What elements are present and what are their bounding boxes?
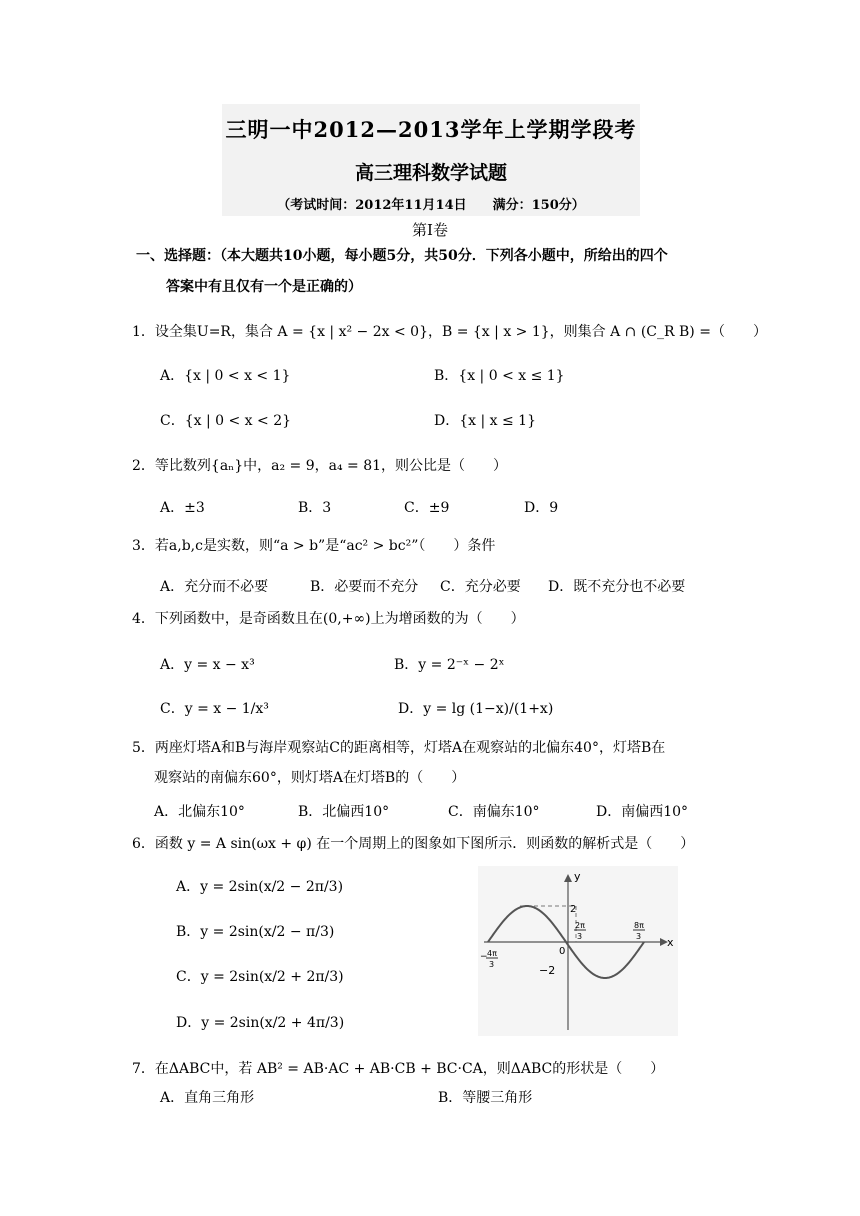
exam-info: （考试时间：2012年11月14日 满分：150分） — [277, 198, 585, 213]
q1-option-b: B．{x | 0 < x ≤ 1} — [434, 368, 565, 384]
q3-option-b: B．必要而不充分 — [310, 579, 419, 595]
q4-option-a: A．y = x − x³ — [160, 657, 255, 673]
y-max-label: 2 — [570, 904, 577, 915]
q5-option-c: C．南偏东10° — [448, 804, 540, 820]
q2-option-d: D．9 — [524, 500, 559, 516]
section-heading: 一、选择题：（本大题共10小题，每小题5分，共50分．下列各小题中，所给出的四个 — [136, 248, 668, 264]
x-left-num: 4π — [487, 949, 497, 958]
section-heading-cont: 答案中有且仅有一个是正确的） — [166, 279, 362, 295]
q4-option-c: C．y = x − 1/x³ — [160, 701, 269, 717]
q2-option-a: A．±3 — [160, 500, 205, 516]
q5-option-a: A．北偏东10° — [154, 804, 245, 820]
x-mid-num: 2π — [575, 921, 585, 930]
q3-option-a: A．充分而不必要 — [160, 579, 269, 595]
question-5-stem-cont: 观察站的南偏东60°，则灯塔A在灯塔B的（ ） — [154, 770, 466, 786]
x-axis-label: x — [667, 936, 674, 949]
question-2-stem: 2．等比数列{aₙ}中，a₂ = 9，a₄ = 81，则公比是（ ） — [132, 458, 508, 474]
q7-option-b: B．等腰三角形 — [438, 1090, 533, 1106]
sine-graph — [478, 866, 678, 1036]
y-axis-label: y — [574, 870, 581, 883]
question-7-stem: 7．在ΔABC中，若 AB² = AB·AC + AB·CB + BC·CA，则ΔABC的形状是（ ） — [132, 1061, 665, 1077]
y-min-label: −2 — [539, 964, 556, 977]
x-mid-den: 3 — [577, 932, 583, 941]
q1-option-d: D．{x | x ≤ 1} — [434, 413, 536, 429]
q6-option-a: A．y = 2sin(x/2 − 2π/3) — [176, 879, 344, 895]
q2-option-b: B．3 — [298, 500, 332, 516]
question-4-stem: 4．下列函数中，是奇函数且在(0,+∞)上为增函数的为（ ） — [132, 611, 525, 627]
q5-option-b: B．北偏西10° — [298, 804, 390, 820]
q6-option-d: D．y = 2sin(x/2 + 4π/3) — [176, 1015, 345, 1031]
exam-title: 三明一中2012—2013学年上学期学段考 — [225, 117, 637, 142]
question-6-stem: 6．函数 y = A sin(ωx + φ) 在一个周期上的图象如下图所示．则函数的解析式是（ ） — [132, 836, 695, 852]
q6-option-c: C．y = 2sin(x/2 + 2π/3) — [176, 969, 344, 985]
q4-option-d: D．y = lg (1−x)/(1+x) — [398, 701, 554, 717]
exam-subtitle: 高三理科数学试题 — [354, 162, 507, 184]
q6-option-b: B．y = 2sin(x/2 − π/3) — [176, 924, 335, 940]
q1-option-a: A．{x | 0 < x < 1} — [160, 368, 291, 384]
q2-option-c: C．±9 — [404, 500, 450, 516]
q7-option-a: A．直角三角形 — [160, 1090, 255, 1106]
x-right-den: 3 — [636, 932, 642, 941]
volume-label: 第Ⅰ卷 — [412, 221, 448, 239]
q1-option-c: C．{x | 0 < x < 2} — [160, 413, 292, 429]
q5-option-d: D．南偏西10° — [596, 804, 689, 820]
question-5-stem: 5．两座灯塔A和B与海岸观察站C的距离相等，灯塔A在观察站的北偏东40°，灯塔B在 — [132, 740, 666, 756]
origin-label: 0 — [559, 946, 566, 957]
question-1-stem: 1．设全集U=R，集合 A = {x | x² − 2x < 0}，B = {x | x > 1}，则集合 A ∩ (C_R B) =（ ） — [132, 324, 767, 340]
q3-option-c: C．充分必要 — [440, 579, 521, 595]
question-3-stem: 3．若a,b,c是实数，则“a > b”是“ac² > bc²”（ ）条件 — [132, 538, 496, 554]
x-right-num: 8π — [634, 921, 644, 930]
q3-option-d: D．既不充分也不必要 — [548, 579, 686, 595]
x-left-den: 3 — [489, 960, 495, 969]
x-left-sign: − — [480, 952, 488, 962]
graph-background — [478, 866, 678, 1036]
q4-option-b: B．y = 2⁻ˣ − 2ˣ — [394, 657, 505, 673]
